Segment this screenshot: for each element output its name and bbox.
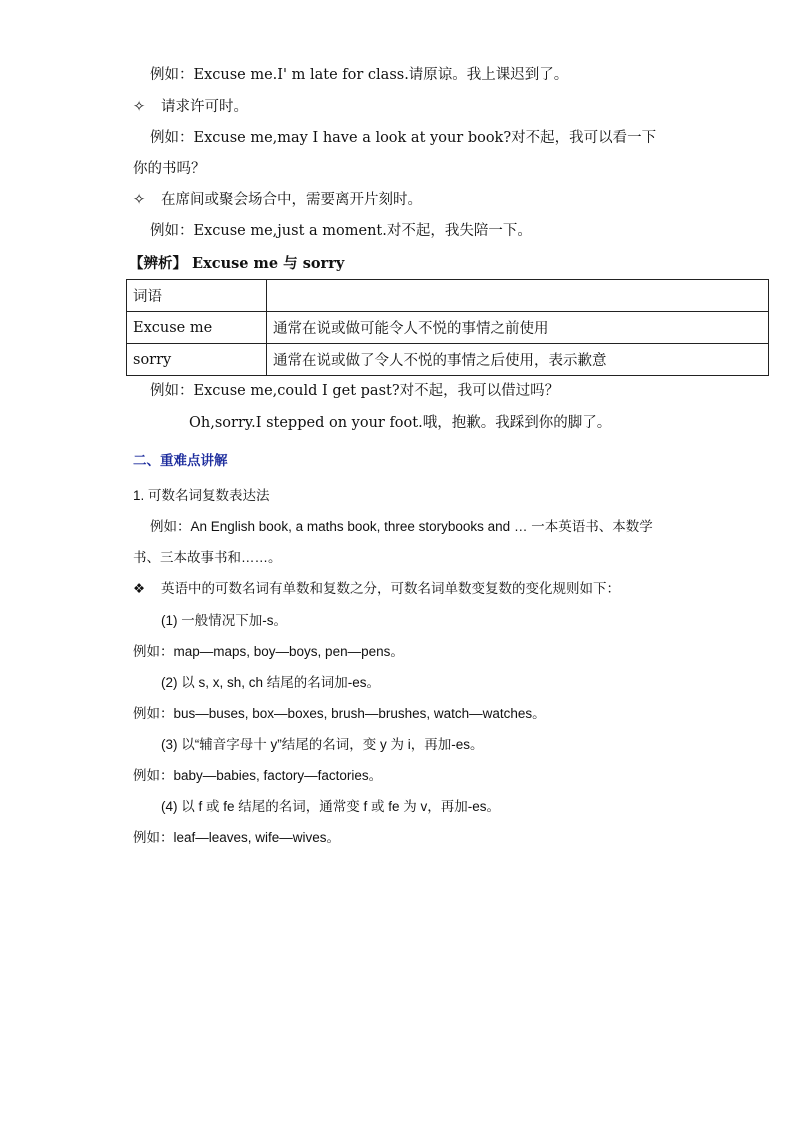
example-line: 例如：An English book, a maths book, three storybooks and … 一本英语书、本数学 [150,519,653,534]
table-cell-usage: 通常在说或做可能令人不悦的事情之前使用 [267,312,769,344]
usage-point-text: 请求许可时。 [161,99,248,115]
rule-item: (4) 以 f 或 fe 结尾的名词，通常变 f 或 fe 为 v，再加-es。 [161,799,501,814]
usage-point [133,190,422,210]
example-line: 例如：Excuse me,just a moment.对不起，我失陪一下。 [150,223,532,239]
rule-example: 例如：bus—buses, box—boxes, brush—brushes, watch—watches。 [133,706,546,721]
rule-example: 例如：leaf—leaves, wife—wives。 [133,830,341,845]
rule-example: 例如：baby—babies, factory—factories。 [133,768,383,783]
rule-item: (2) 以 s, x, sh, ch 结尾的名词加-es。 [161,675,381,690]
table-row [127,312,769,344]
rule-intro [133,579,620,599]
section-title: 二、重难点讲解 [133,453,228,469]
table-cell-word: 词语 [127,280,267,312]
comparison-table [126,279,769,376]
example-line: 例如：Excuse me.I' m late for class.请原谅。我上课迟到了。 [150,67,569,83]
rule-example: 例如：map—maps, boy—boys, pen—pens。 [133,644,404,659]
diamond-bullet-icon: ✧ [133,192,146,208]
diamond-bullet-icon: ❖ [133,581,146,596]
table-cell-word: Excuse me [127,312,267,344]
example-line-continued: 书、三本故事书和……。 [133,550,282,565]
usage-point-text: 在席间或聚会场合中，需要离开片刻时。 [161,192,422,208]
rule-intro-text: 英语中的可数名词有单数和复数之分，可数名词单数变复数的变化规则如下： [161,581,620,596]
table-row [127,344,769,376]
diamond-bullet-icon: ✧ [133,99,146,115]
rule-item: (3) 以“辅音字母十 y”结尾的名词，变 y 为 i，再加-es。 [161,737,484,752]
table-cell-usage: 通常在说或做了令人不悦的事情之后使用，表示歉意 [267,344,769,376]
table-cell-usage [267,280,769,312]
item-heading: 1. 可数名词复数表达法 [133,488,270,503]
usage-point [133,97,248,117]
example-line: Oh,sorry.I stepped on your foot.哦，抱歉。我踩到你的脚了。 [189,415,612,431]
example-line: 例如：Excuse me,could I get past?对不起，我可以借过吗？ [150,383,560,399]
table-row [127,280,769,312]
example-line-continued: 你的书吗？ [133,161,206,177]
example-line: 例如：Excuse me,may I have a look at your book?对不起，我可以看一下 [150,130,657,146]
rule-item: (1) 一般情况下加-s。 [161,613,287,628]
analysis-heading: 【辨析】 Excuse me 与 sorry [129,255,345,272]
table-cell-word: sorry [127,344,267,376]
